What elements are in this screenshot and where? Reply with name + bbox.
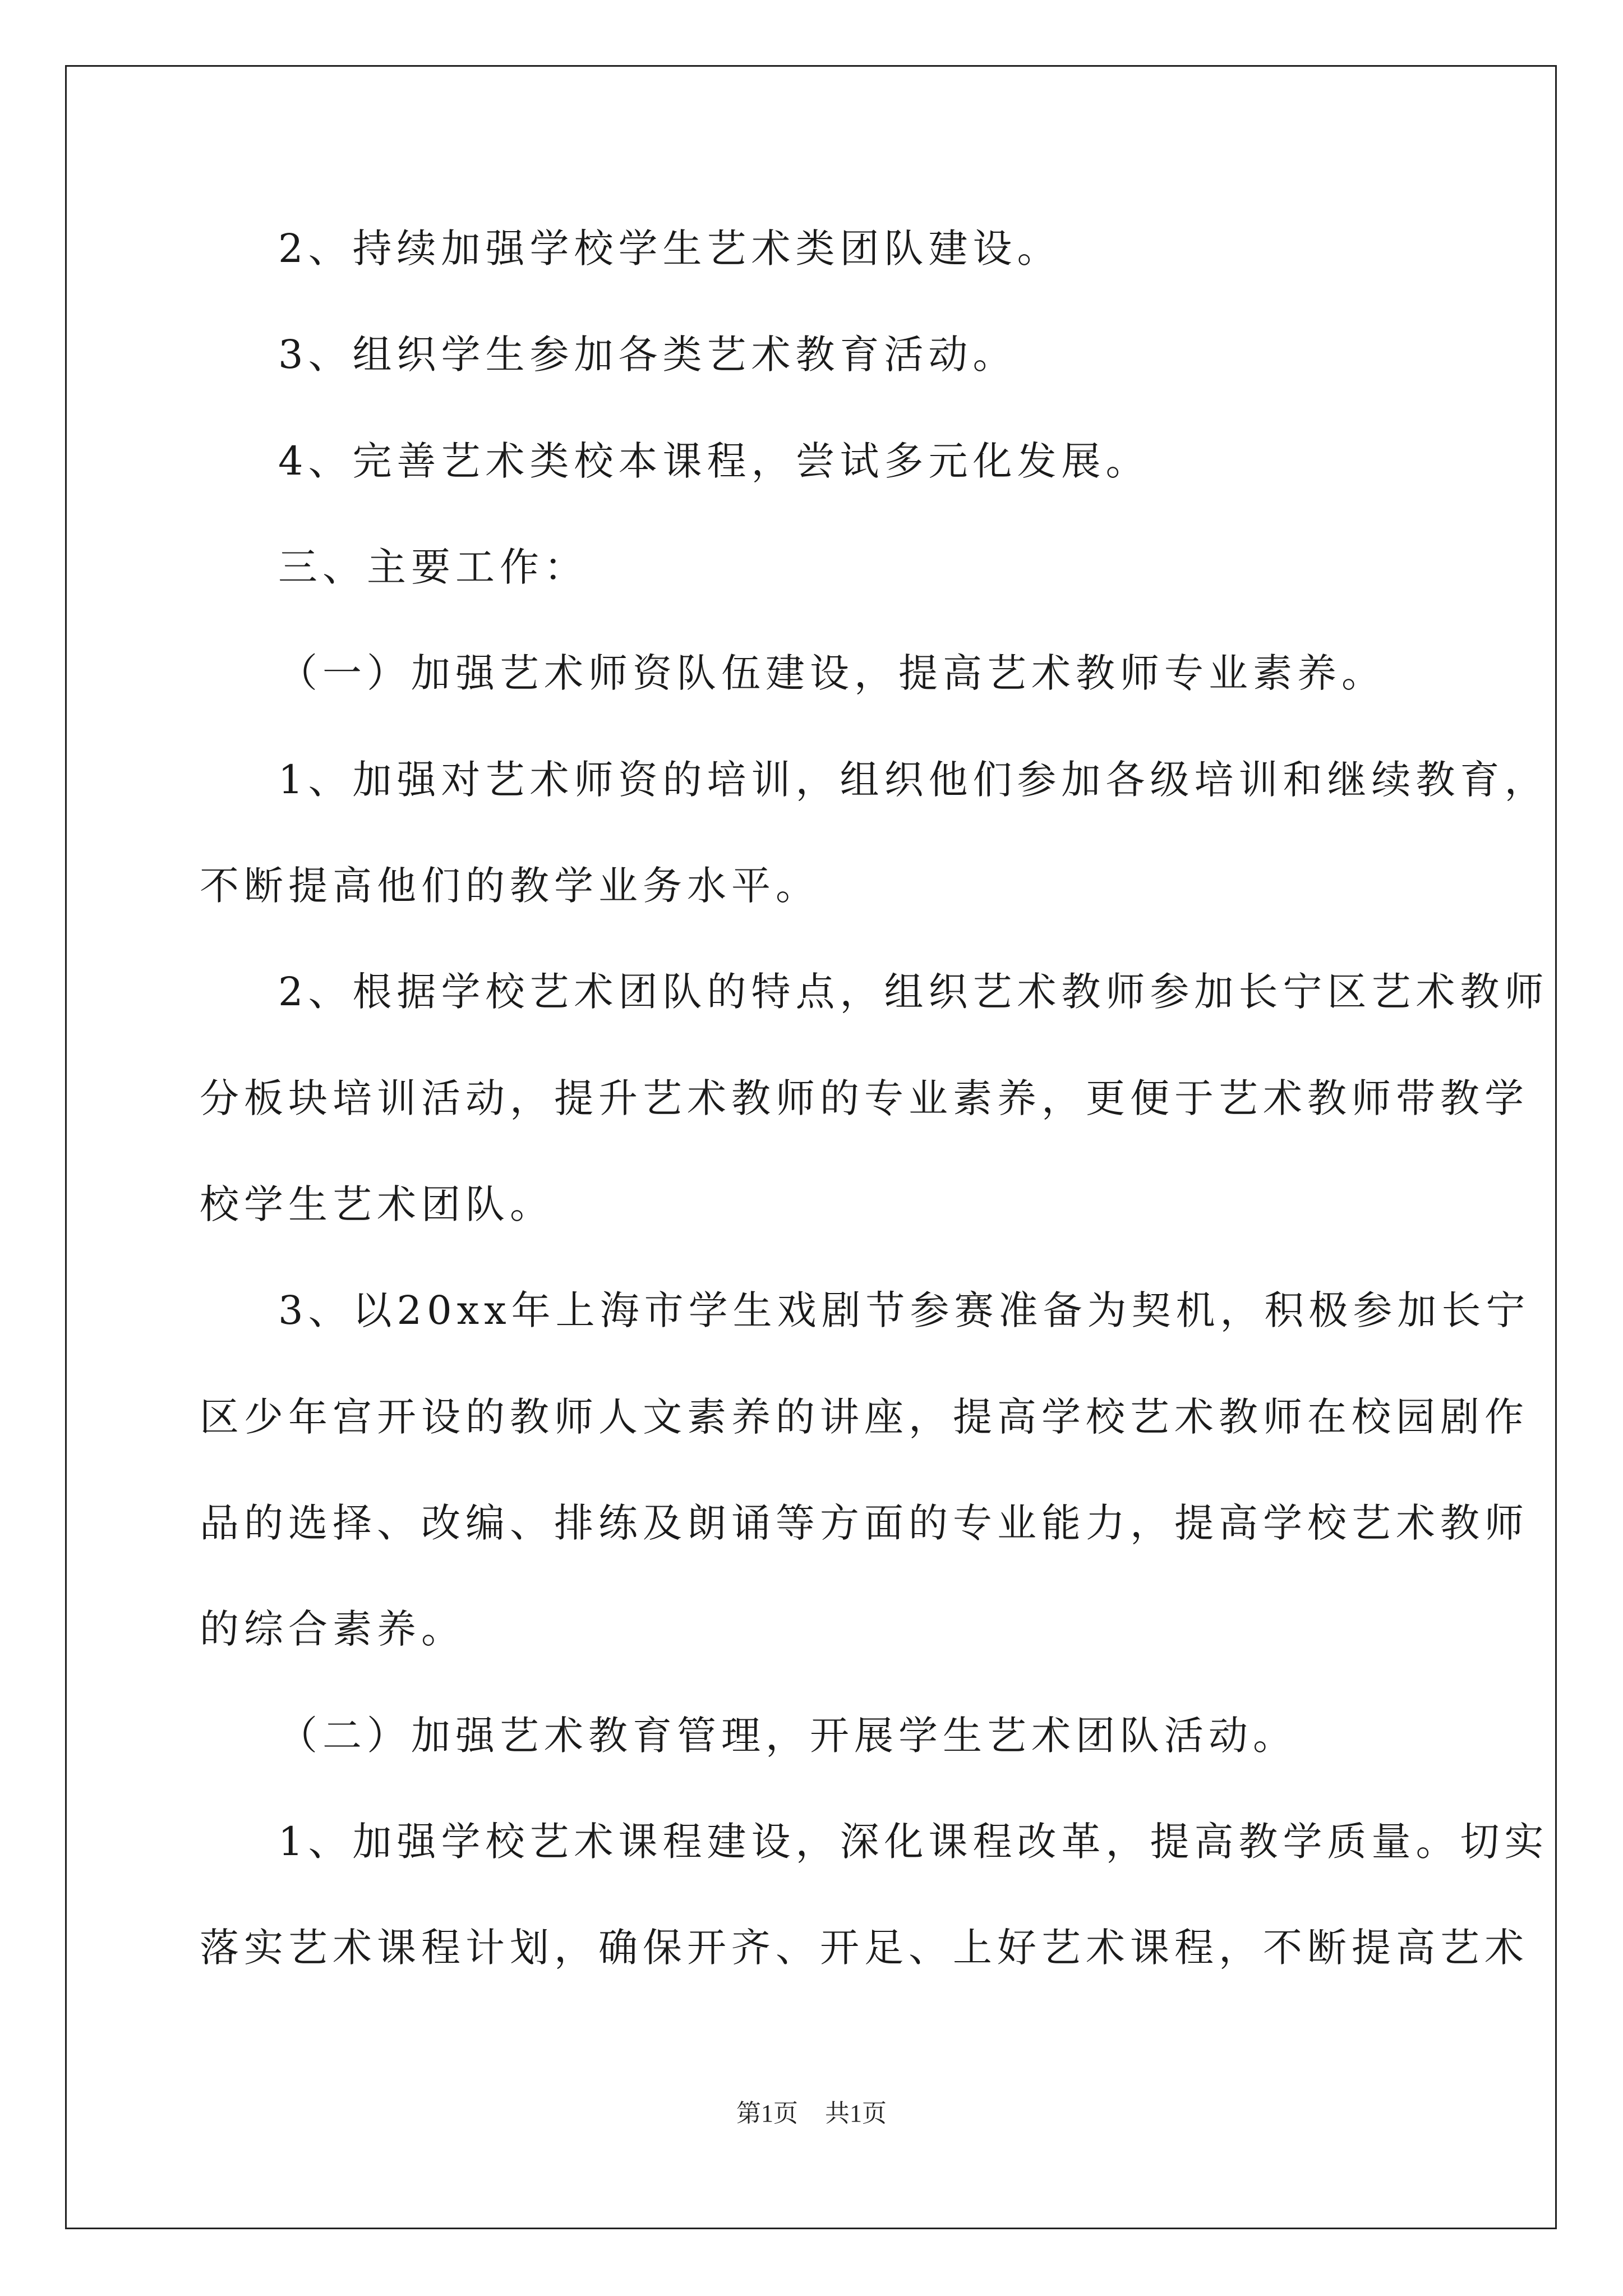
paragraph-line: 落实艺术课程计划，确保开齐、开足、上好艺术课程，不断提高艺术 xyxy=(200,1925,1529,1971)
paragraph-line: 品的选择、改编、排练及朗诵等方面的专业能力，提高学校艺术教师 xyxy=(200,1500,1529,1546)
page-number-current: 第1页 xyxy=(736,2100,798,2127)
paragraph-line: 不断提高他们的教学业务水平。 xyxy=(200,863,820,909)
paragraph-line: 区少年宫开设的教师人文素养的讲座，提高学校艺术教师在校园剧作 xyxy=(200,1394,1529,1440)
paragraph-line: 3、以20xx年上海市学生戏剧节参赛准备为契机，积极参加长宁 xyxy=(278,1287,1530,1333)
paragraph-line: 校学生艺术团队。 xyxy=(200,1181,554,1227)
paragraph-line: 2、持续加强学校学生艺术类团队建设。 xyxy=(278,226,1062,272)
paragraph-line: 分板块培训活动，提升艺术教师的专业素养，更便于艺术教师带教学 xyxy=(200,1075,1529,1121)
subsection-heading: （一）加强艺术师资队伍建设，提高艺术教师专业素养。 xyxy=(278,650,1386,696)
page-footer xyxy=(0,2097,1623,2131)
section-heading: 三、主要工作： xyxy=(278,544,588,590)
paragraph-line: 的综合素养。 xyxy=(200,1606,465,1652)
page-number-total: 共1页 xyxy=(825,2100,887,2127)
paragraph-line: 1、加强学校艺术课程建设，深化课程改革，提高教学质量。切实 xyxy=(278,1819,1549,1865)
paragraph-line: 1、加强对艺术师资的培训，组织他们参加各级培训和继续教育， xyxy=(278,757,1549,803)
paragraph-line: 4、完善艺术类校本课程，尝试多元化发展。 xyxy=(278,438,1150,484)
paragraph-line: 2、根据学校艺术团队的特点，组织艺术教师参加长宁区艺术教师 xyxy=(278,969,1549,1015)
page-border xyxy=(65,65,1557,2229)
subsection-heading: （二）加强艺术教育管理，开展学生艺术团队活动。 xyxy=(278,1713,1297,1759)
paragraph-line: 3、组织学生参加各类艺术教育活动。 xyxy=(278,332,1017,378)
